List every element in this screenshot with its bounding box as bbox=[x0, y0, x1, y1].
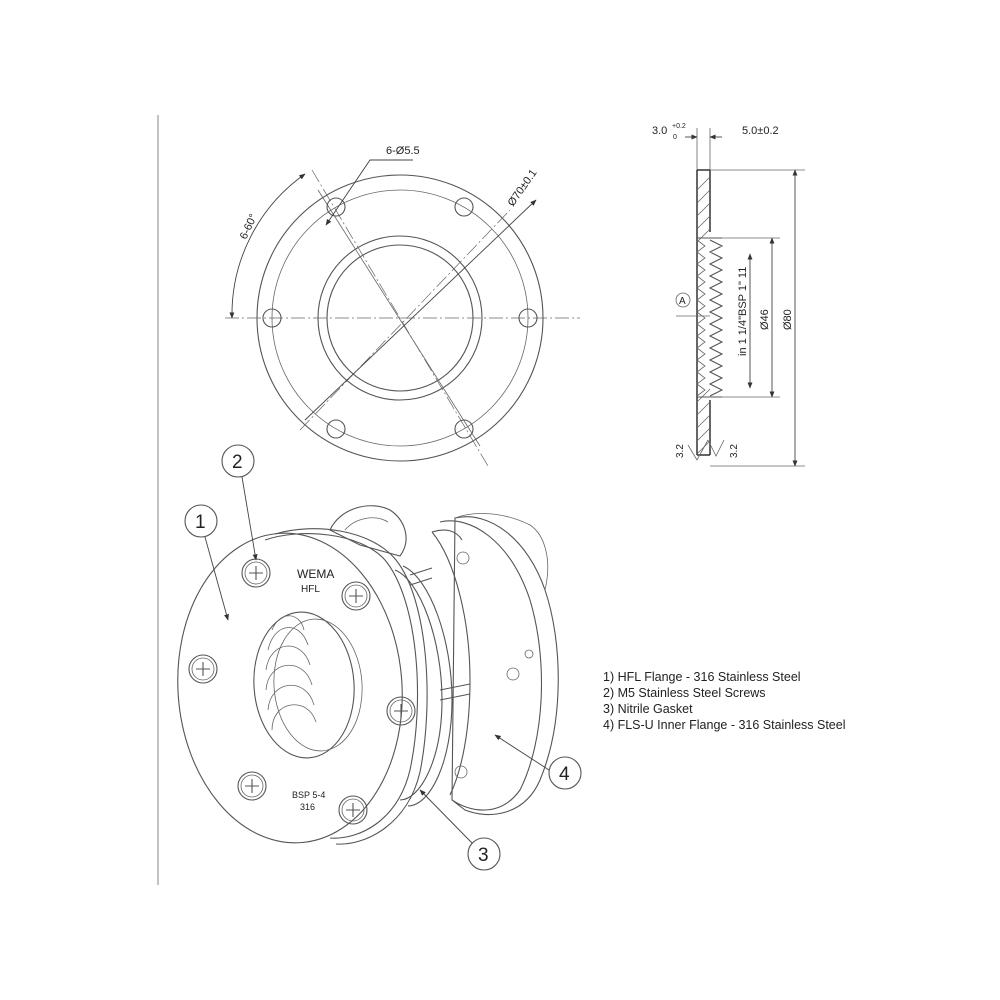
bolt-shank bbox=[440, 694, 470, 700]
svg-text:2: 2 bbox=[232, 452, 243, 473]
gasket-part bbox=[395, 566, 452, 806]
pcd-dimension-line bbox=[305, 200, 536, 420]
gasket-tab-inner bbox=[345, 518, 388, 530]
bolt-shank bbox=[410, 568, 432, 575]
roughness-left-label: 3.2 bbox=[675, 444, 686, 458]
flange-material-marking: 316 bbox=[300, 802, 316, 812]
thickness-left-tol-lower: 0 bbox=[673, 134, 677, 141]
bolt-shank bbox=[410, 578, 432, 585]
inner-flange-inner-edge bbox=[432, 532, 470, 795]
thickness-left-label: 3.0 bbox=[652, 125, 668, 137]
flange-brand-marking: WEMA bbox=[297, 567, 335, 581]
parts-legend bbox=[603, 670, 845, 732]
flange-thread-marking: BSP 5-4 bbox=[292, 790, 326, 800]
callout-4 bbox=[495, 735, 581, 789]
hfl-flange-bore bbox=[249, 609, 359, 762]
inner-flange-hole bbox=[457, 552, 469, 564]
svg-text:1: 1 bbox=[195, 512, 206, 533]
diagonal-centerline-2 bbox=[300, 210, 510, 430]
pcd-callout-label: Ø70±0.1 bbox=[505, 167, 540, 209]
legend-item: 4) FLS-U Inner Flange - 316 Stainless Steel bbox=[603, 718, 846, 732]
hfl-flange-front-face bbox=[167, 526, 412, 851]
thread-callout-label: in 1 1/4"BSP 1" 11 bbox=[737, 266, 749, 356]
screw-head bbox=[189, 655, 217, 683]
thread-profile-inner bbox=[697, 240, 705, 396]
screw-head bbox=[238, 772, 266, 800]
screw-head bbox=[242, 559, 270, 587]
callout-3 bbox=[420, 790, 500, 870]
flange-model-marking: HFL bbox=[301, 584, 320, 595]
svg-text:4: 4 bbox=[559, 764, 570, 785]
callout-2 bbox=[222, 445, 256, 560]
section-mark-label: A bbox=[679, 296, 686, 307]
inner-flange-hole bbox=[507, 668, 519, 680]
thickness-left-tol-upper: +0.2 bbox=[672, 123, 686, 130]
thickness-right-label: 5.0±0.2 bbox=[742, 125, 779, 137]
screw-head bbox=[342, 582, 370, 610]
thread-profile-outer bbox=[710, 240, 722, 396]
front-view bbox=[225, 145, 580, 466]
roughness-right-label: 3.2 bbox=[729, 444, 740, 458]
legend-item: 1) HFL Flange - 316 Stainless Steel bbox=[603, 670, 801, 684]
inner-flange-hole bbox=[525, 650, 533, 658]
hfl-flange-bore-inner bbox=[270, 616, 367, 754]
section-view bbox=[652, 123, 805, 466]
section-hatching-top bbox=[697, 177, 710, 242]
bore-thread-lines bbox=[266, 616, 316, 730]
outer-diameter-label: Ø80 bbox=[782, 309, 794, 330]
bolt-shank bbox=[440, 684, 470, 690]
callout-1 bbox=[185, 505, 228, 620]
inner-flange-hole bbox=[455, 766, 467, 778]
legend-item: 2) M5 Stainless Steel Screws bbox=[603, 686, 766, 700]
legend-item: 3) Nitrile Gasket bbox=[603, 702, 693, 716]
bore-diameter-label: Ø46 bbox=[759, 309, 771, 330]
svg-text:3: 3 bbox=[478, 845, 489, 866]
isometric-assembly bbox=[167, 506, 558, 851]
hole-callout-label: 6-Ø5.5 bbox=[386, 145, 420, 157]
roughness-symbol-left bbox=[688, 440, 708, 460]
inner-flange-thickness-lines bbox=[455, 514, 548, 590]
section-hatching-bottom bbox=[697, 389, 710, 454]
angle-callout-label: 6-60° bbox=[237, 212, 260, 242]
